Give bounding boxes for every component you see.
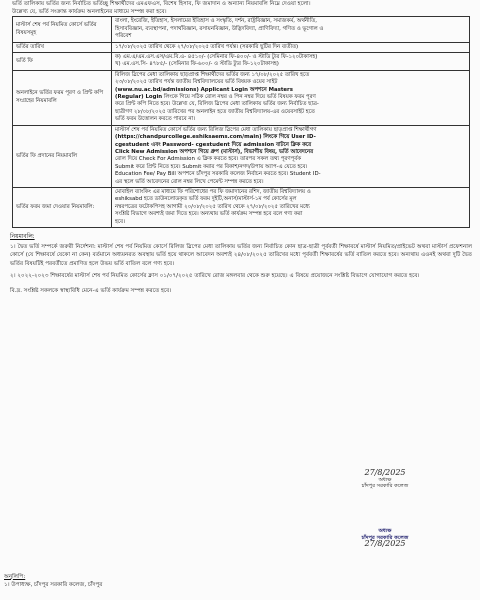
intro-line-2: উল্লেখ্য যে, ভর্তি সংক্রান্ত কার্যক্রম অনলাইনের মাধ্যমে সম্পন্ন করা হবে। [12,9,167,16]
payment-value [112,125,470,187]
online-label: অনলাইনে ভর্তির ফরম পূরণ ও প্রিন্ট কপি সংগ্রহের নিয়মাবলি [13,70,112,125]
date-value: ১৭/০৮/২০২৫ তারিখ থেকে ২৭/০৮/২০২৫ তারিখ পর্যন্ত। (সরকারি ছুটির দিন ব্যতীত) [112,42,470,52]
online-login-text: Applicant Login অপশনে Masters [200,86,293,93]
rules-heading: নিয়মাবলি: [10,233,35,240]
stamp-college: চাঁদপুর সরকারি কলেজ [361,534,409,541]
footnote: বি.দ্র. সংশ্লিষ্ট সকলকে স্বাস্থ্যবিধি মেনে-এ ভর্তি কার্যক্রম সম্পন্ন করতে হবে। [10,287,172,294]
online-line-6: ছাত্রীগণ ২৮/০৮/২০২৫ তারিখের পর অনলাইন হতে জাতীয় বিশ্ববিদ্যালয়-এর ওয়েবসাইট হতে [115,108,315,115]
row-online [13,70,470,125]
masters-login-text: (Regular) Login [115,94,163,101]
payment-line-4: Click New Admission অপশনে গিয়ে ধ্রুপ (মাস্টার্স), বিভাগীয় বিষয়, ভর্তি আবেদনের [115,148,314,155]
payment-label: ভর্তির ফি প্রদানের নিয়মাবলি [13,125,112,187]
principal-signature [300,470,470,490]
online-line-5: করে প্রিন্ট কপি নিতে হবে। উল্লেখ্য যে, রিলিজ স্লিপের মেধা তালিকায় ভর্তির জন্য নির্বাচিত ছাত্র- [115,101,319,108]
row-payment [13,125,470,187]
subjects-line-2: হিসাববিজ্ঞান, ব্যবস্থাপনা, পদার্থবিজ্ঞান, রসায়নবিজ্ঞান, উদ্ভিদবিদ্যা, প্রাণিবিদ্যা, গণিত ও ভূগোল ও [115,25,324,32]
payment-line-3: cgestudent এবং Password- cgestudent দিয়ে admission বাটনে ক্লিক করে [115,141,312,148]
payment-line-6: Submit করে প্রিন্ট নিতে হবে। Submit করার পর বিকাশ/নগদ/উপায় অ্যাপ-এ যেতে হবে। [115,163,308,170]
copy-heading: অনুলিপি: [4,574,26,580]
row-date [13,42,470,52]
online-line-3 [115,87,466,94]
submit-value [112,187,470,227]
copy-to [4,573,102,589]
rule-2: ২। ২০২২-২০২৩ শিক্ষাবর্ষের মাস্টার্স শেষ পর্ব নিয়মিত কোর্সের ক্লাস ০১/০৭/২০২৫ তারিখে রোজ মঙ্গলবার থেকে শুরু হয়েছে। এ বিষয়ে প্রয়োজনে সংশ্লিষ্ট বিভাগে যোগাযোগ করতে হবে। [10,273,420,280]
subjects-line-1: বাংলা, ইংরেজি, ইতিহাস, ইসলামের ইতিহাস ও সংস্কৃতি, দর্শন, রাষ্ট্রবিজ্ঞান, সমাজকর্ম, অর্থনীতি, [115,18,317,25]
rule-1: ১। দ্বৈত ভর্তি সম্পর্কে জরুরী নির্দেশনা: মাস্টার্স শেষ পর্ব নিয়মিত কোর্সে রিলিজ স্লিপের মেধা তালিকায় ভর্তির জন্য নির্বাচিত কোন ছাত্র-ছাত্রী পূর্ববর্তী শিক্ষাবর্ষে মাস্টার্স নিয়মিত/প্রাইভেট অথবা মাস্টার্স প্রফেশনাল কোর্সে (যে শিক্ষাবর্ষে যেকো না কেন) বর্তমানে অধ্যয়নরত অবস্থায় ভর্তি হয়ে থাকলে আবেদন অবশ্যই ২৪/০৮/২০২৫ তারিখের মধ্যে পূর্ববর্তী শিক্ষাবর্ষের ভর্তি বাতিল করতে হবে। অন্যথায় এওনই অথবা দুটি দ্বৈত ভর্তির বিষয়টিই পরবর্তীতে প্রমাণিত হলে উভয় ভর্তি বাতিল বলে গণ্য হবে। [10,243,472,267]
stamp-scribble: 27/8/2025 [364,539,406,549]
office-stamp [300,528,470,548]
submit-line-5: হবে। [115,218,125,225]
payment-line-2-rest: লিংকে গিয়ে User ID- [263,134,316,141]
row-fee [13,53,470,71]
subjects-label: মাস্টার্স শেষ পর্ব নিয়মিত কোর্সে ভর্তির বিষয়সমূহ [13,17,112,42]
online-value [112,70,470,125]
payment-line-5: রোল দিয়ে Check For Admission এ ক্লিক করতে হবে। তারপর সকল তথ্য পূরণপূর্বক [115,156,302,163]
submit-line-2: eshiksabd হতে ডাউনলোডকৃত ভর্তি ফরম দুইটি,অনার্স/মাস্টার্স-১ম পর্ব কোর্সের মূল [115,196,297,203]
submit-line-4: সংশ্লিষ্ট বিভাগে অবশ্যই জমা দিতে হবে। অন্যথায় ভর্তি কার্যক্রম সম্পন্ন হবে বলে গণ্য করা [115,211,303,218]
notice-page [6,0,476,296]
row-submit [13,187,470,227]
subjects-value [112,17,470,42]
nu-admission-link[interactable]: (www.nu.ac.bd/admissions) [115,86,199,93]
payment-line-2 [115,134,466,141]
subjects-line-3: পরিবেশ [115,33,132,40]
fee-line-1: ক) এম.এ/এম.এস.এস/এম.বি.এ- ৪৫১০/- (সেমিনার ফি-৪০০/- ও স্টাডি ট্যুর ফি-১২০টাকাসহ) [115,54,318,61]
date-label: ভর্তির তারিখ [13,42,112,52]
admission-info-table [12,16,470,228]
fee-value [112,53,470,71]
online-line-2: ২৩/০৮/২০২৫ তারিখ পর্যন্ত জাতীয় বিশ্ববিদ্যালয়ের ভর্তি বিষয়ক ওয়েব সাইট [115,79,278,86]
rules-list [10,243,472,281]
signature-title: অধ্যক্ষ [378,476,392,483]
fee-label: ভর্তি ফি [13,53,112,71]
payment-line-1: মাস্টার্স শেষ পর্ব নিয়মিত কোর্সে ভর্তির জন্য রিলিজ স্লিপের মেধা তালিকায় ছাড়প্রাপ্ত শিক্ষার্থীগণ [115,126,317,133]
submit-label: ভর্তির ফরম জমা দেওয়ার নিয়মাবলি: [13,187,112,227]
online-line-4-rest: লিংকে গিয়ে সঠিক রোল নম্বর ও পিন নম্বর দিয়ে ভর্তি বিষয়ক ফরম পূরণ [163,94,316,101]
payment-line-7: Education Fee/ Pay Bill অপশনে চাঁদপুর সরকারি কলেজ নির্বাচন করতে হবে। Student ID- [115,171,321,178]
row-subjects [13,17,470,42]
college-admission-link[interactable]: (https://chandpurcollege.eshiksaems.com/main) [115,134,262,141]
stamp-title: অধ্যক্ষ [378,528,392,534]
submit-line-1: মোবাইল ব্যাংকিং এর মাধ্যমে ফি পরিশোধের পর ফি জমাদানের রশিদ, জাতীয় বিশ্ববিদ্যালয় ও [115,188,311,195]
online-line-7: ভর্তি ফরম উত্তোলন করতে পারবে না। [115,116,196,123]
submit-line-3: নম্বরপত্রের ফটোকপিসহ আগামী ২০/০৮/২০২৫ তারিখ থেকে ২৭/০৮/২০২৫ তারিখের মধ্যে [115,203,310,210]
intro-line-1: ভর্তি তালিকায় ভর্তির জন্য নির্বাচিত ভর্তিচ্ছু শিক্ষার্থীদের এমএফএস, বিশেষ হিসাব, ফি জমাদান ও অন্যান্য নিয়মাবলি নিম্নে দেওয়া হলো। [12,1,311,7]
signature-scribble: 27/8/2025 [364,468,406,477]
copy-item-1: ১। উপাধ্যক্ষ, চাঁদপুর সরকারি কলেজ, চাঁদপুর [4,582,103,588]
online-line-1: রিলিজ স্লিপের মেধা তালিকায় ছাড়প্রাপ্ত শিক্ষার্থীদের ভর্তির জন্য ১৭/০৮/২০২৫ তারিখ হতে [115,71,310,78]
signature-college: চাঁদপুর সরকারি কলেজ [361,483,409,490]
payment-line-8: এর স্থলে ভর্তি আবেদনের রোল নম্বর লিখে পেমেন্ট সম্পন্ন করতে হবে। [115,178,264,185]
fee-line-2: খ) এম.এস.সি- ৪৭৮৫/- (সেমিনার ফি-৬০০/- ও স্টাডি ট্যুর ফি-১২০টাকাসহ) [115,61,279,68]
